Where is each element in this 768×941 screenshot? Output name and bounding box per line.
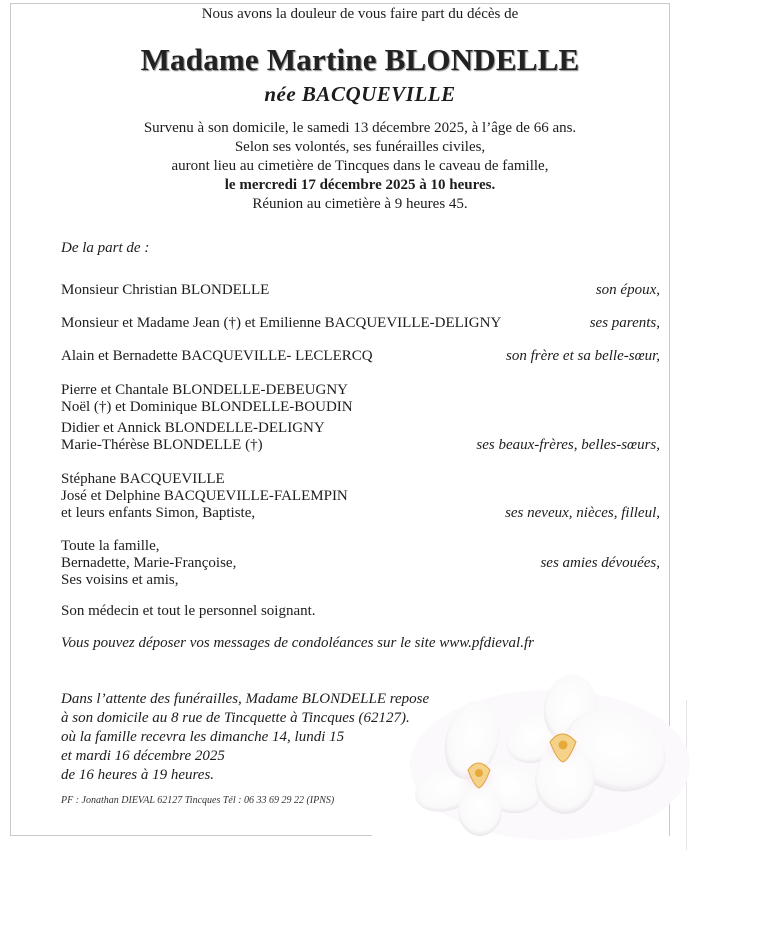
- condolences-line: Vous pouvez déposer vos messages de condoléances sur le site www.pfdieval.fr: [61, 635, 534, 651]
- funeral-date: le mercredi 17 décembre 2025 à 10 heures.: [224, 177, 496, 193]
- family-relation: son frère et sa belle-sœur,: [505, 348, 660, 364]
- family-member: Didier et Annick BLONDELLE-DELIGNY: [61, 420, 325, 436]
- family-relation: ses neveux, nièces, filleul,: [505, 505, 660, 521]
- announcement-line-2: Selon ses volontés, ses funérailles civiles,: [234, 139, 486, 155]
- family-member: Bernadette, Marie-Françoise,: [61, 555, 237, 571]
- repose-line-1: Dans l’attente des funérailles, Madame BLONDELLE repose: [61, 691, 430, 707]
- family-member: Alain et Bernadette BACQUEVILLE- LECLERCQ: [61, 348, 373, 364]
- family-relation: ses beaux-frères, belles-sœurs,: [476, 437, 660, 453]
- family-member: Toute la famille,: [61, 538, 160, 554]
- family-member: Monsieur Christian BLONDELLE: [61, 282, 270, 298]
- announcement-line-1: Survenu à son domicile, le samedi 13 décembre 2025, à l’âge de 66 ans.: [143, 120, 577, 136]
- announcement-line-5: Réunion au cimetière à 9 heures 45.: [252, 196, 468, 212]
- repose-line-3: où la famille recevra les dimanche 14, lundi 15: [61, 729, 345, 745]
- maiden-name: née BACQUEVILLE: [264, 82, 456, 106]
- family-member: Monsieur et Madame Jean (†) et Emilienne BACQUEVILLE-DELIGNY: [61, 315, 502, 331]
- orchid-flowers-image: [400, 670, 690, 840]
- frame-bottom-line: [10, 835, 372, 836]
- family-member: Noël (†) et Dominique BLONDELLE-BOUDIN: [61, 399, 353, 415]
- announcement-line-3: auront lieu au cimetière de Tincques dans le caveau de famille,: [171, 158, 549, 174]
- family-member: Pierre et Chantale BLONDELLE-DEBEUGNY: [61, 382, 349, 398]
- repose-line-2: à son domicile au 8 rue de Tincquette à Tincques (62127).: [61, 710, 410, 726]
- family-relation: ses amies dévouées,: [540, 555, 660, 571]
- family-member: Marie-Thérèse BLONDELLE (†): [61, 437, 263, 453]
- funeral-director-footer: PF : Jonathan DIEVAL 62127 Tincques Tél : 06 33 69 29 22 (IPNS): [61, 795, 335, 806]
- deceased-name: Madame Martine BLONDELLE: [140, 42, 580, 77]
- from-label: De la part de :: [61, 240, 150, 256]
- family-member: et leurs enfants Simon, Baptiste,: [61, 505, 256, 521]
- family-relation: son époux,: [595, 282, 660, 298]
- intro-line: Nous avons la douleur de vous faire part du décès de: [201, 6, 519, 22]
- repose-line-4: et mardi 16 décembre 2025: [61, 748, 225, 764]
- repose-line-5: de 16 heures à 19 heures.: [61, 767, 215, 783]
- family-member: Ses voisins et amis,: [61, 572, 179, 588]
- family-member: Stéphane BACQUEVILLE: [61, 471, 225, 487]
- family-relation: ses parents,: [589, 315, 660, 331]
- family-member: José et Delphine BACQUEVILLE-FALEMPIN: [61, 488, 348, 504]
- closing-line: Son médecin et tout le personnel soignant.: [61, 603, 316, 619]
